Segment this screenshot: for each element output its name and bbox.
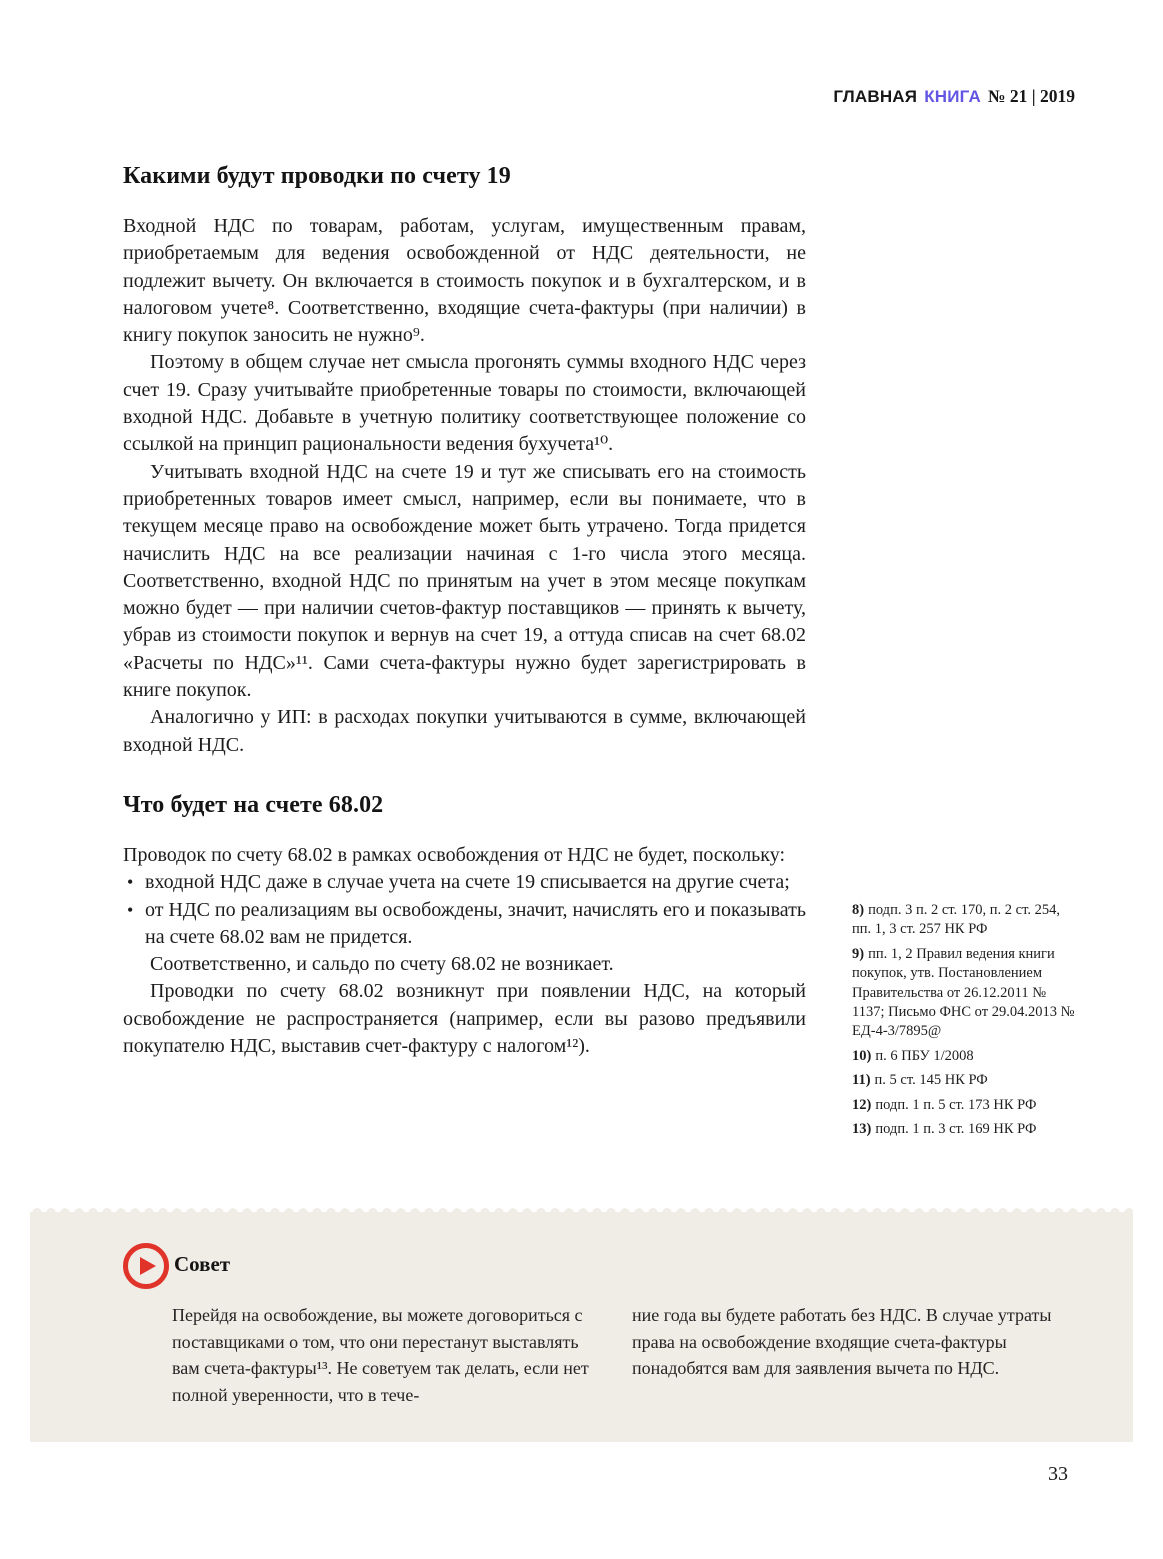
footnote-number: 9)	[852, 945, 865, 962]
section1-paragraph-4: Аналогично у ИП: в расходах покупки учитываются в сумме, включающей входной НДС.	[123, 706, 806, 756]
tip-title: Совет	[174, 1252, 231, 1276]
section2-title: Что будет на счете 68.02	[123, 791, 384, 818]
brand-kniga: КНИГА	[924, 87, 981, 106]
bullet-item-2: • от НДС по реализациям вы освобождены, значит, начислять его и показывать на счете 68.02 вам не придется.	[123, 897, 806, 952]
section2-paragraph-2: Проводки по счету 68.02 возникнут при появлении НДС, на который освобождение не распространяется (например, если вы разово предъявили покупателю НДС, выставив счет-фактуру с налогом¹²).	[123, 980, 806, 1058]
footnote-text: п. 5 ст. 145 НК РФ	[874, 1072, 988, 1089]
tip-box	[30, 1212, 1133, 1442]
footnote-text: подп. 3 п. 2 ст. 170, п. 2 ст. 254, пп. 1, 3 ст. 257 НК РФ	[852, 902, 1060, 938]
footnote-text: подп. 1 п. 3 ст. 169 НК РФ	[875, 1121, 1037, 1138]
section1-title: Какими будут проводки по счету 19	[123, 163, 511, 189]
footnote-text: п. 6 ПБУ 1/2008	[875, 1047, 974, 1064]
footnote-number: 13)	[852, 1121, 872, 1138]
section2-intro: Проводок по счету 68.02 в рамках освобождения от НДС не будет, поскольку:	[123, 843, 786, 866]
footnote-number: 11)	[852, 1072, 871, 1089]
tip-column-left: Перейдя на освобождение, вы можете договориться с поставщиками о том, что они перестанут выставлять вам счета-фактуры¹³. Не советуем так делать, если нет полной уверенности, что в тече-	[172, 1305, 589, 1405]
tip-column-right: ние года вы будете работать без НДС. В случае утраты права на освобождение входящие счета-фактуры понадобятся вам для заявления вычета по НДС.	[632, 1305, 1052, 1378]
section1-paragraph-1: Входной НДС по товарам, работам, услугам, имущественным правам, приобретаемым для ведения освобожденной от НДС деятельности, не подлежит вычету. Он включается в стоимость покупок и в бухгалтерском, и в налоговом учете⁸. Соответственно, входящие счета-фактуры (при наличии) в книгу покупок заносить не нужно⁹.	[123, 215, 806, 347]
section2-paragraph-1: Соответственно, и сальдо по счету 68.02 не возникает.	[150, 953, 614, 976]
footnote-8	[852, 901, 1080, 940]
play-icon	[123, 1243, 169, 1289]
article-body	[123, 163, 806, 1060]
footnote-number: 12)	[852, 1096, 872, 1113]
footnote-text: пп. 1, 2 Правил ведения книги покупок, утв. Постановлением Правительства от 26.12.2011 № 1137; Письмо ФНС от 29.04.2013 № ЕД-4-3/7895@	[852, 945, 1075, 1040]
footnote-12	[852, 1096, 1080, 1115]
footnote-13	[852, 1120, 1080, 1139]
section1-paragraph-3: Учитывать входной НДС на счете 19 и тут же списывать его на стоимость приобретенных товаров имеет смысл, например, если вы понимаете, что в текущем месяце право на освобождение может быть утрачено. Тогда придется начислить НДС на все реализации начиная с 1-го числа этого месяца. Соответственно, входной НДС по принятым на учет в этом месяце покупкам можно будет — при наличии счетов-фактур поставщиков — принять к вычету, убрав из стоимости покупок и вернув на счет 19, а оттуда списав на счет 68.02 «Расчеты по НДС»¹¹. Сами счета-фактуры нужно будет зарегистрировать в книге покупок.	[123, 460, 806, 702]
footnotes-sidebar	[852, 901, 1080, 1144]
issue-number: № 21 | 2019	[987, 86, 1075, 106]
footnote-9	[852, 945, 1080, 1042]
brand-glavnaya: ГЛАВНАЯ	[833, 87, 918, 106]
bullet-item-1: • входной НДС даже в случае учета на счете 19 списывается на другие счета;	[123, 869, 806, 896]
footnote-10	[852, 1047, 1080, 1066]
page-header	[833, 86, 1075, 107]
footnote-text: подп. 1 п. 5 ст. 173 НК РФ	[875, 1096, 1037, 1113]
tip-columns	[172, 1302, 1072, 1408]
footnote-11	[852, 1071, 1080, 1090]
page-number: 33	[1048, 1463, 1068, 1485]
section1-paragraph-2: Поэтому в общем случае нет смысла прогонять суммы входного НДС через счет 19. Сразу учитывайте приобретенные товары по стоимости, включающей входной НДС. Добавьте в учетную политику соответствующее положение со ссылкой на принцип рациональности ведения бухучета¹⁰.	[123, 351, 806, 456]
footnote-number: 8)	[852, 902, 865, 918]
footnote-number: 10)	[852, 1047, 872, 1064]
